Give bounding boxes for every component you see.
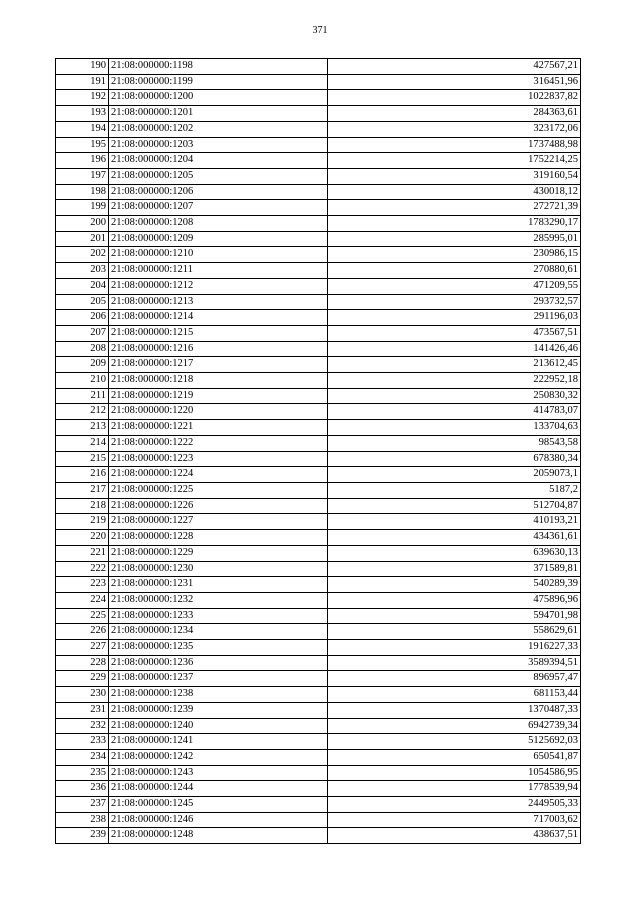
table-row [56,561,581,577]
table-row [56,435,581,451]
cadastral-number-cell: 21:08:000000:1201 [109,106,328,122]
cadastral-value-cell: 141426,46 [328,341,581,357]
cadastral-number-cell: 21:08:000000:1231 [109,577,328,593]
cadastral-number-cell: 21:08:000000:1238 [109,687,328,703]
table-row [56,247,581,263]
row-number-cell: 218 [56,498,109,514]
cadastral-number-cell: 21:08:000000:1240 [109,718,328,734]
cadastral-number-cell: 21:08:000000:1233 [109,608,328,624]
cadastral-number-cell: 21:08:000000:1229 [109,545,328,561]
row-number-cell: 190 [56,59,109,75]
cadastral-value-cell: 717003,62 [328,812,581,828]
row-number-cell: 233 [56,734,109,750]
cadastral-number-cell: 21:08:000000:1209 [109,231,328,247]
cadastral-value-cell: 5187,2 [328,482,581,498]
row-number-cell: 230 [56,687,109,703]
row-number-cell: 216 [56,467,109,483]
cadastral-number-cell: 21:08:000000:1221 [109,420,328,436]
cadastral-value-cell: 319160,54 [328,168,581,184]
cadastral-value-cell: 371589,81 [328,561,581,577]
table-row [56,325,581,341]
cadastral-number-cell: 21:08:000000:1223 [109,451,328,467]
cadastral-number-cell: 21:08:000000:1248 [109,828,328,844]
table-row [56,168,581,184]
table-row [56,498,581,514]
table-row [56,310,581,326]
row-number-cell: 195 [56,137,109,153]
cadastral-value-cell: 133704,63 [328,420,581,436]
cadastral-number-cell: 21:08:000000:1204 [109,153,328,169]
table-row [56,137,581,153]
table-row [56,482,581,498]
cadastral-value-cell: 540289,39 [328,577,581,593]
table-row [56,781,581,797]
table-row [56,734,581,750]
row-number-cell: 239 [56,828,109,844]
cadastral-value-cell: 473567,51 [328,325,581,341]
cadastral-number-cell: 21:08:000000:1244 [109,781,328,797]
table-row [56,514,581,530]
cadastral-number-cell: 21:08:000000:1200 [109,90,328,106]
table-row [56,373,581,389]
cadastral-value-cell: 6942739,34 [328,718,581,734]
table-row [56,655,581,671]
table-row [56,420,581,436]
row-number-cell: 223 [56,577,109,593]
table-row [56,765,581,781]
cadastral-value-cell: 284363,61 [328,106,581,122]
cadastral-value-cell: 896957,47 [328,671,581,687]
cadastral-value-cell: 230986,15 [328,247,581,263]
table-row [56,200,581,216]
row-number-cell: 228 [56,655,109,671]
table-row [56,687,581,703]
cadastral-value-cell: 471209,55 [328,278,581,294]
table-row [56,592,581,608]
table-row [56,357,581,373]
table-row [56,577,581,593]
cadastral-value-cell: 2059073,1 [328,467,581,483]
cadastral-number-cell: 21:08:000000:1237 [109,671,328,687]
cadastral-value-cell: 678380,34 [328,451,581,467]
row-number-cell: 196 [56,153,109,169]
table-row [56,640,581,656]
table-row [56,545,581,561]
cadastral-value-cell: 272721,39 [328,200,581,216]
cadastral-number-cell: 21:08:000000:1242 [109,749,328,765]
table-row [56,797,581,813]
cadastral-number-cell: 21:08:000000:1214 [109,310,328,326]
row-number-cell: 232 [56,718,109,734]
table-row [56,608,581,624]
table-row [56,530,581,546]
row-number-cell: 194 [56,121,109,137]
cadastral-number-cell: 21:08:000000:1206 [109,184,328,200]
cadastral-value-cell: 213612,45 [328,357,581,373]
table-row [56,216,581,232]
table-row [56,184,581,200]
table-row [56,624,581,640]
row-number-cell: 204 [56,278,109,294]
row-number-cell: 208 [56,341,109,357]
cadastral-value-cell: 250830,32 [328,388,581,404]
table-row [56,263,581,279]
table-row [56,671,581,687]
row-number-cell: 207 [56,325,109,341]
cadastral-number-cell: 21:08:000000:1230 [109,561,328,577]
table-row [56,812,581,828]
cadastral-value-cell: 427567,21 [328,59,581,75]
cadastral-value-cell: 1916227,33 [328,640,581,656]
row-number-cell: 213 [56,420,109,436]
table-row [56,106,581,122]
cadastral-number-cell: 21:08:000000:1199 [109,74,328,90]
cadastral-number-cell: 21:08:000000:1236 [109,655,328,671]
row-number-cell: 209 [56,357,109,373]
table-row [56,749,581,765]
row-number-cell: 205 [56,294,109,310]
cadastral-number-cell: 21:08:000000:1219 [109,388,328,404]
cadastral-number-cell: 21:08:000000:1227 [109,514,328,530]
row-number-cell: 224 [56,592,109,608]
cadastral-value-cell: 410193,21 [328,514,581,530]
table-row [56,121,581,137]
row-number-cell: 236 [56,781,109,797]
table-row [56,388,581,404]
row-number-cell: 206 [56,310,109,326]
row-number-cell: 234 [56,749,109,765]
cadastral-value-cell: 1752214,25 [328,153,581,169]
cadastral-number-cell: 21:08:000000:1216 [109,341,328,357]
cadastral-number-cell: 21:08:000000:1211 [109,263,328,279]
row-number-cell: 192 [56,90,109,106]
cadastral-value-cell: 3589394,51 [328,655,581,671]
cadastral-number-cell: 21:08:000000:1213 [109,294,328,310]
cadastral-value-cell: 475896,96 [328,592,581,608]
cadastral-value-cell: 323172,06 [328,121,581,137]
table-row [56,90,581,106]
cadastral-value-cell: 98543,58 [328,435,581,451]
cadastral-number-cell: 21:08:000000:1235 [109,640,328,656]
table-row [56,153,581,169]
cadastral-value-cell: 291196,03 [328,310,581,326]
page-number: 371 [312,25,328,36]
row-number-cell: 238 [56,812,109,828]
row-number-cell: 197 [56,168,109,184]
cadastral-number-cell: 21:08:000000:1218 [109,373,328,389]
cadastral-number-cell: 21:08:000000:1246 [109,812,328,828]
table-row [56,74,581,90]
row-number-cell: 221 [56,545,109,561]
cadastral-number-cell: 21:08:000000:1203 [109,137,328,153]
cadastral-number-cell: 21:08:000000:1228 [109,530,328,546]
row-number-cell: 215 [56,451,109,467]
row-number-cell: 225 [56,608,109,624]
cadastral-value-cell: 2449505,33 [328,797,581,813]
cadastral-number-cell: 21:08:000000:1205 [109,168,328,184]
cadastral-value-cell: 293732,57 [328,294,581,310]
cadastral-number-cell: 21:08:000000:1212 [109,278,328,294]
cadastral-value-cell: 1370487,33 [328,702,581,718]
row-number-cell: 231 [56,702,109,718]
table-row [56,828,581,844]
row-number-cell: 220 [56,530,109,546]
row-number-cell: 211 [56,388,109,404]
table-row [56,718,581,734]
cadastral-number-cell: 21:08:000000:1234 [109,624,328,640]
cadastral-value-cell: 1054586,95 [328,765,581,781]
cadastral-number-cell: 21:08:000000:1245 [109,797,328,813]
cadastral-value-cell: 639630,13 [328,545,581,561]
cadastral-value-cell: 681153,44 [328,687,581,703]
row-number-cell: 201 [56,231,109,247]
row-number-cell: 222 [56,561,109,577]
table-row [56,231,581,247]
cadastral-value-cell: 414783,07 [328,404,581,420]
cadastral-number-cell: 21:08:000000:1220 [109,404,328,420]
cadastral-value-cell: 430018,12 [328,184,581,200]
row-number-cell: 210 [56,373,109,389]
cadastral-number-cell: 21:08:000000:1202 [109,121,328,137]
row-number-cell: 235 [56,765,109,781]
table-row [56,278,581,294]
table-row [56,404,581,420]
row-number-cell: 212 [56,404,109,420]
row-number-cell: 200 [56,216,109,232]
row-number-cell: 229 [56,671,109,687]
table-body [56,59,581,844]
row-number-cell: 193 [56,106,109,122]
cadastral-number-cell: 21:08:000000:1207 [109,200,328,216]
table-row [56,467,581,483]
table-row [56,294,581,310]
cadastral-value-cell: 222952,18 [328,373,581,389]
cadastral-number-cell: 21:08:000000:1232 [109,592,328,608]
row-number-cell: 202 [56,247,109,263]
cadastral-value-cell: 650541,87 [328,749,581,765]
row-number-cell: 198 [56,184,109,200]
cadastral-number-cell: 21:08:000000:1217 [109,357,328,373]
cadastral-value-table [55,58,581,844]
cadastral-number-cell: 21:08:000000:1222 [109,435,328,451]
cadastral-number-cell: 21:08:000000:1224 [109,467,328,483]
cadastral-value-cell: 434361,61 [328,530,581,546]
row-number-cell: 191 [56,74,109,90]
table-row [56,59,581,75]
row-number-cell: 214 [56,435,109,451]
cadastral-value-cell: 5125692,03 [328,734,581,750]
cadastral-value-cell: 1737488,98 [328,137,581,153]
cadastral-value-cell: 512704,87 [328,498,581,514]
row-number-cell: 219 [56,514,109,530]
table-row [56,702,581,718]
cadastral-number-cell: 21:08:000000:1239 [109,702,328,718]
cadastral-value-cell: 1778539,94 [328,781,581,797]
cadastral-value-cell: 558629,61 [328,624,581,640]
cadastral-number-cell: 21:08:000000:1210 [109,247,328,263]
row-number-cell: 203 [56,263,109,279]
cadastral-number-cell: 21:08:000000:1198 [109,59,328,75]
cadastral-value-cell: 285995,01 [328,231,581,247]
cadastral-value-cell: 438637,51 [328,828,581,844]
cadastral-number-cell: 21:08:000000:1226 [109,498,328,514]
row-number-cell: 217 [56,482,109,498]
cadastral-value-cell: 1022837,82 [328,90,581,106]
cadastral-value-cell: 270880,61 [328,263,581,279]
row-number-cell: 199 [56,200,109,216]
table-row [56,341,581,357]
row-number-cell: 237 [56,797,109,813]
cadastral-number-cell: 21:08:000000:1225 [109,482,328,498]
cadastral-value-cell: 1783290,17 [328,216,581,232]
row-number-cell: 227 [56,640,109,656]
cadastral-number-cell: 21:08:000000:1243 [109,765,328,781]
cadastral-number-cell: 21:08:000000:1241 [109,734,328,750]
row-number-cell: 226 [56,624,109,640]
cadastral-value-cell: 316451,96 [328,74,581,90]
cadastral-number-cell: 21:08:000000:1215 [109,325,328,341]
cadastral-number-cell: 21:08:000000:1208 [109,216,328,232]
table-row [56,451,581,467]
cadastral-value-cell: 594701,98 [328,608,581,624]
